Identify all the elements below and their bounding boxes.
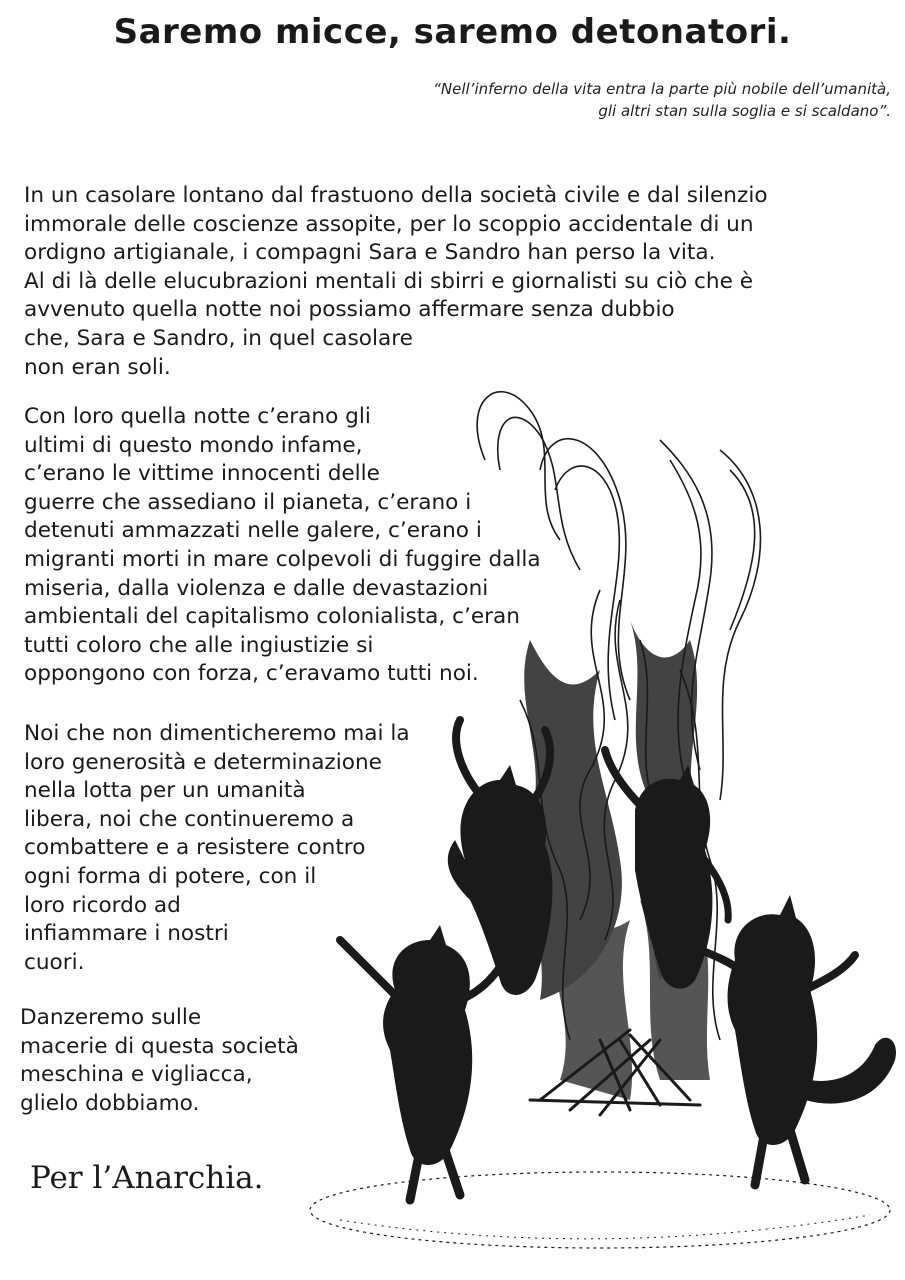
text-line: Danzeremo sulle — [20, 1005, 202, 1030]
paragraph-dance — [20, 1004, 299, 1118]
text-line: ultimi di questo mondo infame, — [24, 432, 363, 458]
page-title: Saremo micce, saremo detonatori. — [113, 12, 792, 52]
paragraph-memory — [24, 720, 410, 977]
text-line: ogni forma di potere, con il — [24, 863, 317, 889]
text-line: loro generosità e determinazione — [24, 749, 382, 775]
text-line: In un casolare lontano dal frastuono della società civile e dal silenzio — [24, 183, 768, 208]
text-line: nella lotta per un umanità — [24, 778, 306, 804]
paragraph-intro — [24, 182, 768, 382]
text-line: oppongono con forza, c’eravamo tutti noi. — [24, 661, 479, 687]
text-line: tutti coloro che alle ingiustizie si — [24, 632, 374, 658]
text-line: cuori. — [24, 949, 85, 975]
ground-shadow — [340, 1215, 870, 1239]
text-line: libera, noi che continueremo a — [24, 806, 355, 832]
text-line: miseria, dalla violenza e dalle devastazioni — [24, 575, 489, 601]
text-line: ambientali del capitalismo colonialista, c’eran — [24, 604, 520, 630]
paragraph-victims — [24, 403, 541, 689]
text-line: combattere e a resistere contro — [24, 835, 366, 861]
text-line: meschina e vigliacca, — [20, 1062, 253, 1088]
epigraph-quote — [291, 78, 891, 122]
text-line: guerre che assediano il pianeta, c’erano i — [24, 489, 472, 515]
text-line: Con loro quella notte c’erano gli — [24, 404, 371, 429]
quote-line: gli altri stan sulla soglia e si scaldano”. — [598, 102, 891, 120]
text-line: macerie di questa società — [20, 1033, 299, 1059]
text-line: Noi che non dimenticheremo mai la — [24, 721, 410, 746]
text-line: detenuti ammazzati nelle galere, c’erano i — [24, 518, 482, 544]
text-line: loro ricordo ad — [24, 892, 181, 918]
text-line: che, Sara e Sandro, in quel casolare — [24, 325, 413, 351]
closing-slogan: Per l’Anarchia. — [30, 1160, 264, 1196]
text-line: non eran soli. — [24, 354, 171, 380]
quote-line: “Nell’inferno della vita entra la parte più nobile dell’umanità, — [433, 80, 891, 98]
text-line: Al di là delle elucubrazioni mentali di sbirri e giornalisti su ciò che è — [24, 268, 754, 294]
text-line: immorale delle coscienze assopite, per lo scoppio accidentale di un — [24, 211, 754, 237]
text-line: c’erano le vittime innocenti delle — [24, 461, 380, 487]
text-line: glielo dobbiamo. — [20, 1090, 200, 1116]
text-line: migranti morti in mare colpevoli di fuggire dalla — [24, 546, 541, 572]
text-line: avvenuto quella notte noi possiamo affermare senza dubbio — [24, 297, 675, 323]
text-line: infiammare i nostri — [24, 921, 229, 947]
text-line: ordigno artigianale, i compagni Sara e Sandro han perso la vita. — [24, 240, 716, 266]
